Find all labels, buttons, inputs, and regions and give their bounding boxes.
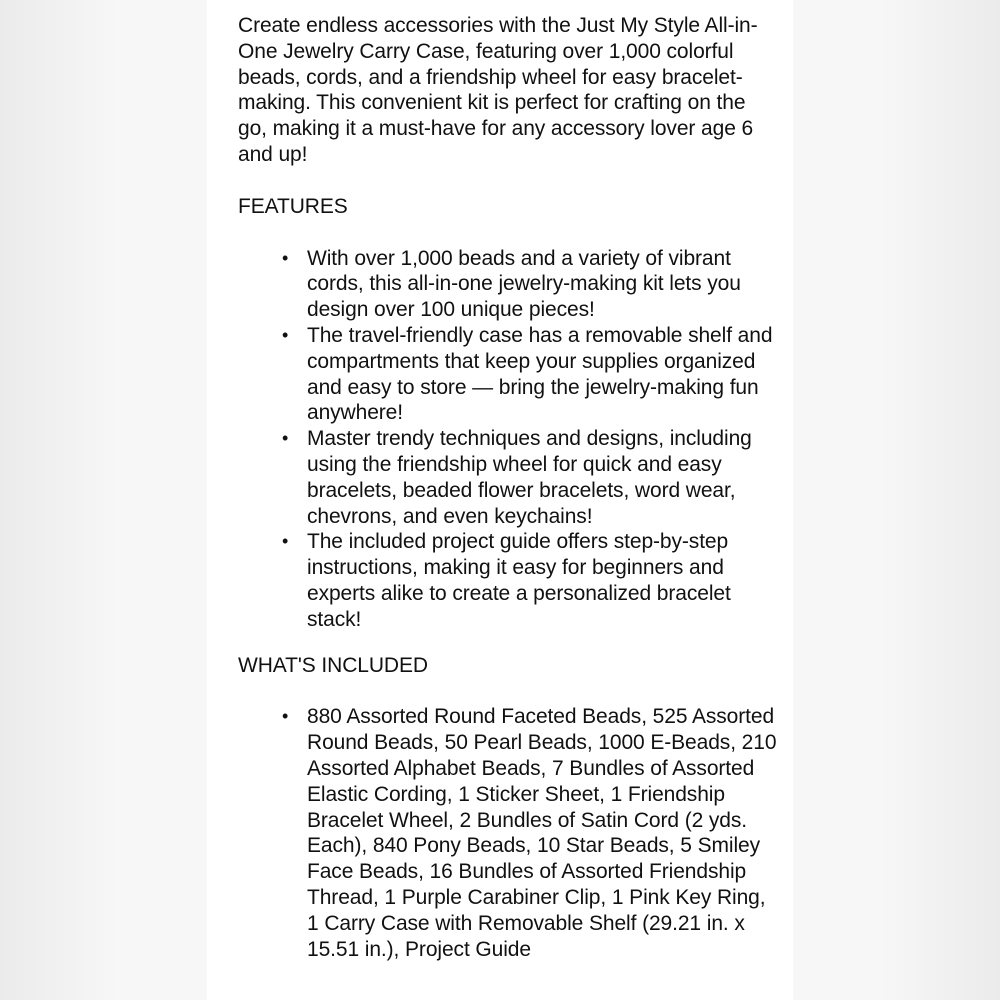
included-text: 880 Assorted Round Faceted Beads, 525 Assorted Round Beads, 50 Pearl Beads, 1000 E-Beads, 210 Assorted Alphabet Beads, 7 Bundles of Assorted Elastic Cording, 1 Sticker Sheet, 1 Friendship Bracelet Wheel, 2 Bundles of Satin Cord (2 yds. Each), 840 Pony Beads, 10 Star Beads, 5 Smiley Face Beads, 16 Bundles of Assorted Friendship Thread, 1 Purple Carabiner Clip, 1 Pink Key Ring, 1 Carry Case with Removable Shelf (29.21 in. x 15.51 in.), Project Guide xyxy=(307,705,777,961)
list-item xyxy=(238,246,777,323)
feature-text: With over 1,000 beads and a variety of vibrant cords, this all-in-one jewelry-making kit lets you design over 100 unique pieces! xyxy=(307,246,741,322)
feature-text: The travel-friendly case has a removable shelf and compartments that keep your supplies organized and easy to store — bring the jewelry-making fun anywhere! xyxy=(307,323,773,425)
bullet-icon: • xyxy=(282,428,289,449)
bullet-icon: • xyxy=(282,706,289,727)
bullet-icon: • xyxy=(282,324,289,345)
features-list xyxy=(238,246,793,633)
product-description-panel[interactable] xyxy=(207,0,793,1000)
list-item xyxy=(238,426,777,529)
list-item xyxy=(238,323,777,426)
features-heading: FEATURES xyxy=(238,194,348,218)
feature-text: Master trendy techniques and designs, including using the friendship wheel for quick and easy bracelets, beaded flower bracelets, word wear, chevrons, and even keychains! xyxy=(307,427,752,528)
list-item xyxy=(238,529,777,632)
feature-text: The included project guide offers step-by-step instructions, making it easy for beginners and experts alike to create a personalized bracelet stack! xyxy=(307,530,731,631)
bullet-icon: • xyxy=(282,247,289,268)
bullet-icon: • xyxy=(282,531,289,552)
whats-included-heading: WHAT'S INCLUDED xyxy=(238,653,428,677)
list-item xyxy=(238,704,777,962)
intro-paragraph: Create endless accessories with the Just My Style All-in-One Jewelry Carry Case, featuring over 1,000 colorful beads, cords, and a friendship wheel for easy bracelet-making. This convenient kit is perfect for crafting on the go, making it a must-have for any accessory lover age 6 and up! xyxy=(238,14,758,166)
included-list xyxy=(238,704,793,962)
